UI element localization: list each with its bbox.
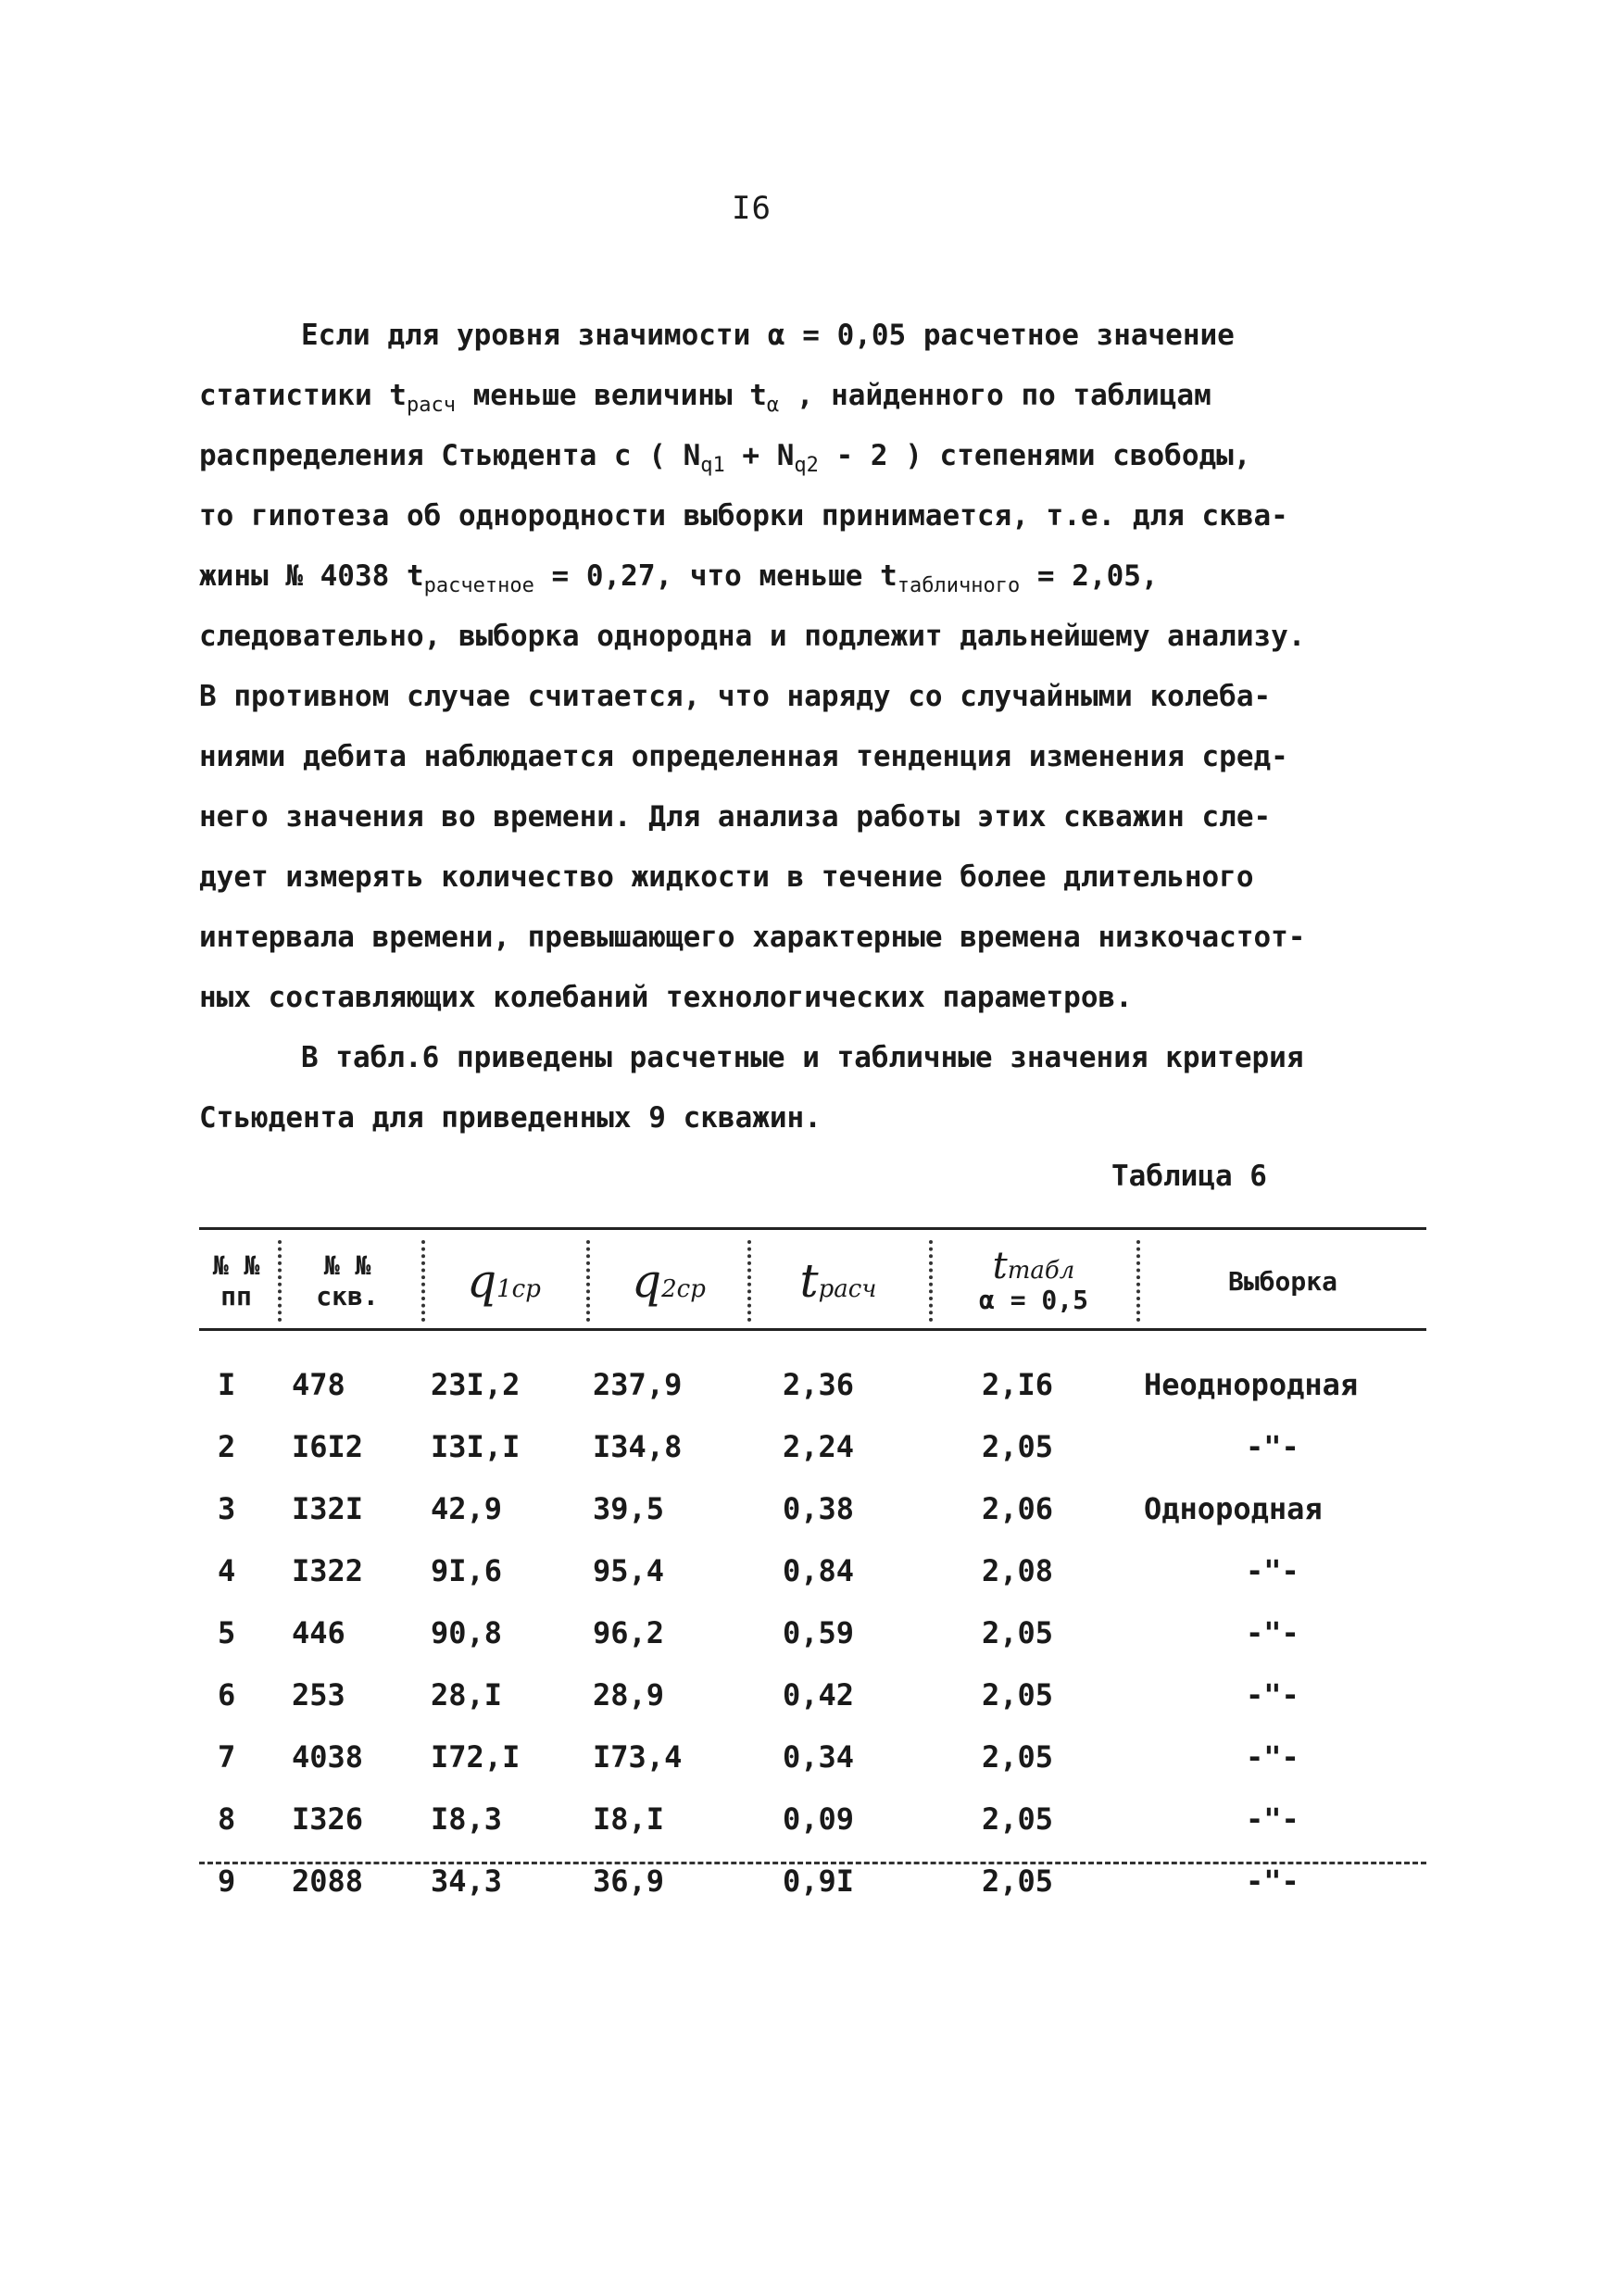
cell-sample: Неоднородная [1144, 1367, 1359, 1402]
table-body [199, 1354, 1426, 1913]
header-t-calculated: tрасч [799, 1254, 877, 1308]
header-sample: Выборка [1227, 1265, 1337, 1297]
cell-q2-mean: 39,5 [593, 1491, 665, 1526]
cell-row-number: 3 [218, 1491, 236, 1526]
cell-sample: -"- [1246, 1863, 1299, 1899]
cell-sample: Однородная [1144, 1491, 1323, 1526]
cell-t-calculated: 0,34 [783, 1739, 855, 1775]
cell-sample: -"- [1246, 1739, 1299, 1775]
table-top-rule [199, 1227, 1426, 1230]
cell-t-table: 2,05 [982, 1615, 1054, 1650]
paragraph-main [199, 306, 1403, 1028]
cell-q1-mean: I72,I [431, 1739, 521, 1775]
page-number: I6 [732, 190, 772, 227]
header-q2-mean: q2ср [632, 1254, 706, 1308]
cell-q2-mean: I73,4 [593, 1739, 683, 1775]
cell-well-number: 4038 [292, 1739, 364, 1775]
header-separator [1136, 1240, 1140, 1322]
cell-row-number: 9 [218, 1863, 236, 1899]
cell-t-table: 2,05 [982, 1863, 1054, 1899]
table-row [199, 1664, 1426, 1726]
table-row [199, 1540, 1426, 1602]
cell-q1-mean: 90,8 [431, 1615, 503, 1650]
cell-q1-mean: 42,9 [431, 1491, 503, 1526]
table-header-rule [199, 1328, 1426, 1331]
text-line: дует измерять количество жидкости в течение более длительного [199, 860, 1254, 894]
cell-sample: -"- [1246, 1615, 1299, 1650]
table-bottom-rule [199, 1862, 1426, 1864]
cell-row-number: I [218, 1367, 236, 1402]
cell-well-number: I326 [292, 1801, 364, 1837]
cell-sample: -"- [1246, 1429, 1299, 1464]
header-separator [929, 1240, 933, 1322]
table-row [199, 1726, 1426, 1788]
text-line: следовательно, выборка однородна и подлежит дальнейшему анализу. [199, 620, 1306, 653]
text-line: ных составляющих колебаний технологических параметров. [199, 981, 1133, 1014]
cell-q2-mean: I34,8 [593, 1429, 683, 1464]
cell-t-calculated: 2,36 [783, 1367, 855, 1402]
header-separator [421, 1240, 425, 1322]
text-line: то гипотеза об однородности выборки принимается, т.е. для сква- [199, 499, 1288, 533]
cell-row-number: 2 [218, 1429, 236, 1464]
cell-t-calculated: 2,24 [783, 1429, 855, 1464]
cell-q1-mean: 34,3 [431, 1863, 503, 1899]
text-line: жины № 4038 $t_{расчетное} = 0,27$, что меньше $t_{табличного} = 2,05$, [199, 559, 1159, 598]
table-row [199, 1416, 1426, 1478]
cell-t-table: 2,I6 [982, 1367, 1054, 1402]
table-row [199, 1851, 1426, 1913]
header-separator [278, 1240, 282, 1322]
cell-t-calculated: 0,38 [783, 1491, 855, 1526]
cell-t-calculated: 0,84 [783, 1553, 855, 1588]
cell-row-number: 4 [218, 1553, 236, 1588]
table-header [199, 1236, 1426, 1325]
cell-q1-mean: 23I,2 [431, 1367, 521, 1402]
cell-row-number: 7 [218, 1739, 236, 1775]
cell-sample: -"- [1246, 1677, 1299, 1713]
header-well-number: № № скв. [316, 1250, 379, 1311]
cell-t-table: 2,05 [982, 1739, 1054, 1775]
table-row [199, 1788, 1426, 1851]
cell-q2-mean: I8,I [593, 1801, 665, 1837]
cell-t-table: 2,06 [982, 1491, 1054, 1526]
cell-t-calculated: 0,09 [783, 1801, 855, 1837]
text-line: В табл.6 приведены расчетные и табличные значения критерия [301, 1041, 1304, 1074]
cell-q2-mean: 96,2 [593, 1615, 665, 1650]
cell-well-number: 253 [292, 1677, 345, 1713]
text-line: интервала времени, превышающего характерные времена низкочастот- [199, 921, 1306, 954]
cell-well-number: I6I2 [292, 1429, 364, 1464]
header-t-table: tтабл α = 0,5 [978, 1244, 1088, 1315]
cell-t-table: 2,05 [982, 1429, 1054, 1464]
text-line: него значения во времени. Для анализа работы этих скважин сле- [199, 800, 1272, 834]
cell-q1-mean: 9I,6 [431, 1553, 503, 1588]
header-row-number: № № пп [212, 1250, 260, 1311]
cell-sample: -"- [1246, 1801, 1299, 1837]
cell-q1-mean: I3I,I [431, 1429, 521, 1464]
table-row [199, 1602, 1426, 1664]
cell-row-number: 6 [218, 1677, 236, 1713]
text-line: Стьюдента для приведенных 9 скважин. [199, 1101, 822, 1135]
cell-well-number: 2088 [292, 1863, 364, 1899]
cell-t-table: 2,05 [982, 1801, 1054, 1837]
text-line: статистики $t_{расч}$ меньше величины $t_\alpha$ , найденного по таблицам [199, 379, 1211, 418]
cell-t-table: 2,05 [982, 1677, 1054, 1713]
cell-q2-mean: 95,4 [593, 1553, 665, 1588]
cell-well-number: I32I [292, 1491, 364, 1526]
text-line: распределения Стьюдента с ( $N_{q1} + N_{q2} - 2$ ) степенями свободы, [199, 439, 1251, 478]
header-separator [747, 1240, 751, 1322]
cell-q2-mean: 28,9 [593, 1677, 665, 1713]
cell-row-number: 8 [218, 1801, 236, 1837]
cell-well-number: 446 [292, 1615, 345, 1650]
cell-row-number: 5 [218, 1615, 236, 1650]
header-separator [586, 1240, 590, 1322]
cell-well-number: I322 [292, 1553, 364, 1588]
cell-q2-mean: 36,9 [593, 1863, 665, 1899]
table-row [199, 1478, 1426, 1540]
paragraph-table-intro [199, 1028, 1403, 1148]
table-caption: Таблица 6 [1111, 1160, 1267, 1193]
cell-q1-mean: 28,I [431, 1677, 503, 1713]
cell-q2-mean: 237,9 [593, 1367, 683, 1402]
cell-t-calculated: 0,59 [783, 1615, 855, 1650]
cell-t-calculated: 0,9I [783, 1863, 855, 1899]
text-line: В противном случае считается, что наряду со случайными колеба- [199, 680, 1272, 713]
header-q1-mean: q1ср [467, 1254, 541, 1308]
cell-q1-mean: I8,3 [431, 1801, 503, 1837]
text-line: Если для уровня значимости α = 0,05 расчетное значение [301, 319, 1235, 352]
cell-t-calculated: 0,42 [783, 1677, 855, 1713]
cell-t-table: 2,08 [982, 1553, 1054, 1588]
text-line: ниями дебита наблюдается определенная тенденция изменения сред- [199, 740, 1288, 773]
cell-well-number: 478 [292, 1367, 345, 1402]
table-row [199, 1354, 1426, 1416]
cell-sample: -"- [1246, 1553, 1299, 1588]
